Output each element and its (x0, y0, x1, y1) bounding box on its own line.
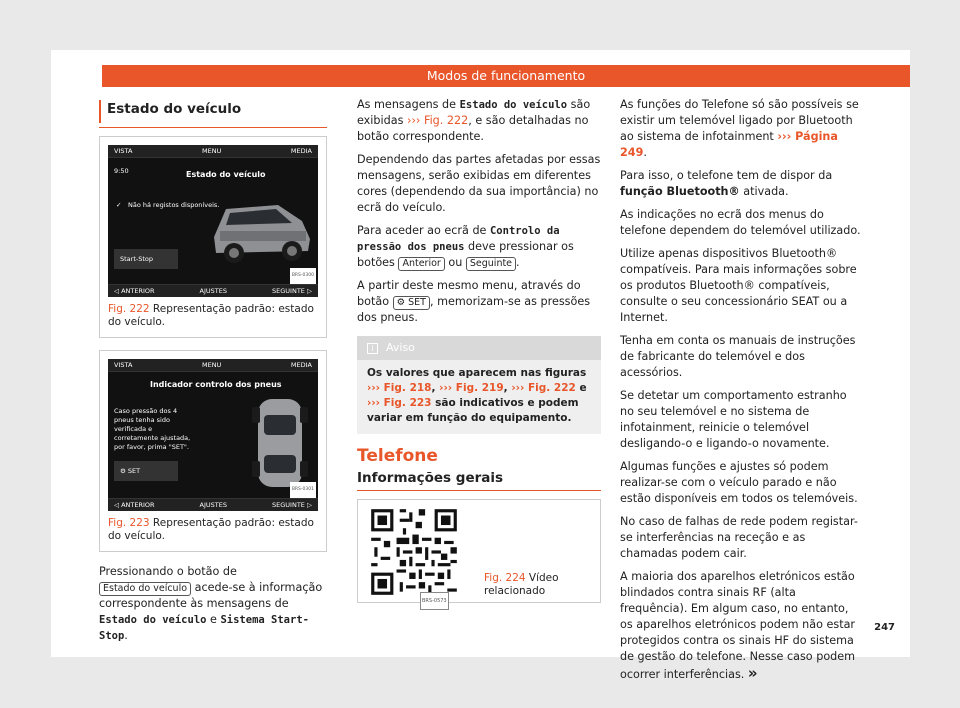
paragraph: As funções do Telefone só são possíveis se existir um telemóvel ligado por Bluetooth ao sistema de infotainment ››› Página 249. (620, 98, 859, 159)
screen-tab-menu: MENU (201, 361, 222, 369)
figure-number: Fig. 224 (484, 572, 526, 584)
screen-time: 9:50 (114, 167, 129, 175)
figure-223 (99, 350, 327, 552)
paragraph: A maioria dos aparelhos eletrónicos estão blindados contra sinais RF (alta frequência). Em algum caso, no entanto, os aparelhos eletrónicos podem não estar protegidos contra os sinais HF do sistema de gestão do telefone. Nesse caso podem ocorrer interferências. » (620, 570, 856, 682)
screen-prev-button: ◁ ANTERIOR (114, 287, 155, 295)
figure-caption: Fig. 222 Representação padrão: estado do veículo. (108, 303, 314, 328)
notice-header: i Aviso (357, 336, 601, 360)
paragraph: Pressionando o botão de Estado do veículo acede-se à informação correspondente às mensagens de Estado do veículo e Sistema Start-Stop. (99, 565, 323, 642)
paragraph: Se detetar um comportamento estranho no seu telemóvel e no sistema de infotainment, reinicie o telemóvel desligando-o e ligando-o novamente. (620, 389, 847, 450)
vehicle-status-button: Estado do veículo (99, 582, 191, 596)
chapter-header: Modos de funcionamento (102, 65, 910, 87)
screen-tab-media: MEDIA (290, 147, 312, 155)
screen-next-button: SEGUINTE ▷ (272, 501, 312, 509)
paragraph: Para isso, o telefone tem de dispor da função Bluetooth® ativada. (620, 169, 833, 198)
figure-number: Fig. 222 (108, 303, 150, 315)
screen-title: Indicador controlo dos pneus (150, 380, 282, 389)
notice-body: Os valores que aparecem nas figuras ››› Fig. 218, ››› Fig. 219, ››› Fig. 222 e ››› Fig. 223 são indicativos e podem variar em função do equipamento. (367, 367, 587, 424)
paragraph: Para aceder ao ecrã de Controlo da pressão dos pneus deve pressionar os botões Anterior ou Seguinte . (357, 224, 574, 269)
info-icon: i (367, 343, 378, 354)
screen-tab-vista: VISTA (114, 147, 133, 155)
previous-button: Anterior (398, 257, 444, 271)
car-top-view-image (244, 393, 316, 493)
column-3 (620, 97, 864, 690)
chapter-title: Telefone (357, 446, 438, 466)
screen-message: Não há registos disponíveis. (128, 201, 220, 209)
next-button: Seguinte (466, 257, 516, 271)
infotainment-screen-vehicle-status (108, 145, 318, 297)
screen-next-button: SEGUINTE ▷ (272, 287, 312, 295)
screen-message: Caso pressão dos 4 pneus tenha sido verificada e corretamente ajustada, por favor, prima "SET". (114, 407, 191, 451)
paragraph: As indicações no ecrã dos menus do telefone dependem do telemóvel utilizado. (620, 208, 861, 237)
set-button: ⚙ SET (114, 461, 178, 481)
figure-caption: Fig. 224 Vídeo relacionado (484, 572, 559, 597)
paragraph: Dependendo das partes afetadas por essas mensagens, serão exibidas em diferentes cores (dependendo da sua importância) no ecrã do veículo. (357, 153, 601, 214)
screen-prev-button: ◁ ANTERIOR (114, 501, 155, 509)
paragraph: A partir deste mesmo menu, através do botão ⚙ SET , memorizam-se as pressões dos pneus. (357, 279, 591, 324)
start-stop-button: Start-Stop (114, 249, 178, 269)
figure-link[interactable]: ››› Fig. 219 (439, 382, 504, 394)
check-icon: ✓ (116, 201, 122, 209)
column-1 (99, 100, 327, 651)
infotainment-screen-tyre-pressure (108, 359, 318, 511)
figure-222 (99, 136, 327, 338)
paragraph: As mensagens de Estado do veículo são exibidas ››› Fig. 222, e são detalhadas no botão correspondente. (357, 98, 591, 143)
paragraph: Tenha em conta os manuais de instruções de fabricante do telemóvel e dos acessórios. (620, 334, 856, 379)
paragraph: No caso de falhas de rede podem registar-se interferências na receção e as chamadas podem cair. (620, 515, 858, 560)
figure-caption: Fig. 223 Representação padrão: estado do veículo. (108, 517, 314, 542)
page-link[interactable]: ››› Página 249 (620, 130, 838, 159)
notice-box (357, 336, 601, 434)
car-image (204, 187, 316, 267)
manual-page (51, 50, 910, 682)
figure-code: BRS-0300 (290, 268, 316, 284)
figure-link[interactable]: ››› Fig. 222 (406, 114, 469, 127)
screen-settings-button: AJUSTES (199, 501, 227, 509)
screen-tab-media: MEDIA (290, 361, 312, 369)
set-button: ⚙ SET (393, 296, 430, 310)
continue-marker: » (747, 664, 758, 682)
page-number: 247 (874, 622, 895, 633)
figure-link[interactable]: ››› Fig. 223 (367, 397, 432, 409)
figure-code: BRS-0301 (290, 482, 316, 498)
screen-title: Estado do veículo (186, 170, 266, 179)
figure-link[interactable]: ››› Fig. 218 (367, 382, 432, 394)
figure-code: BRS-0573 (420, 592, 449, 610)
paragraph: Utilize apenas dispositivos Bluetooth® compatíveis. Para mais informações sobre os produtos Bluetooth® compatíveis, consulte o seu concessionário SEAT ou a Internet. (620, 247, 857, 324)
subsection-title: Informações gerais (357, 470, 504, 486)
screen-tab-vista: VISTA (114, 361, 133, 369)
paragraph: Algumas funções e ajustes só podem realizar-se com o veículo parado e não estão disponíveis em todos os telemóveis. (620, 460, 858, 505)
section-title: Estado do veículo (99, 100, 327, 123)
screen-tab-menu: MENU (201, 147, 222, 155)
column-2 (357, 97, 601, 603)
figure-number: Fig. 223 (108, 517, 150, 529)
figure-link[interactable]: ››› Fig. 222 (511, 382, 576, 394)
screen-settings-button: AJUSTES (199, 287, 227, 295)
figure-224 (357, 499, 601, 603)
qr-code-image (368, 506, 460, 598)
